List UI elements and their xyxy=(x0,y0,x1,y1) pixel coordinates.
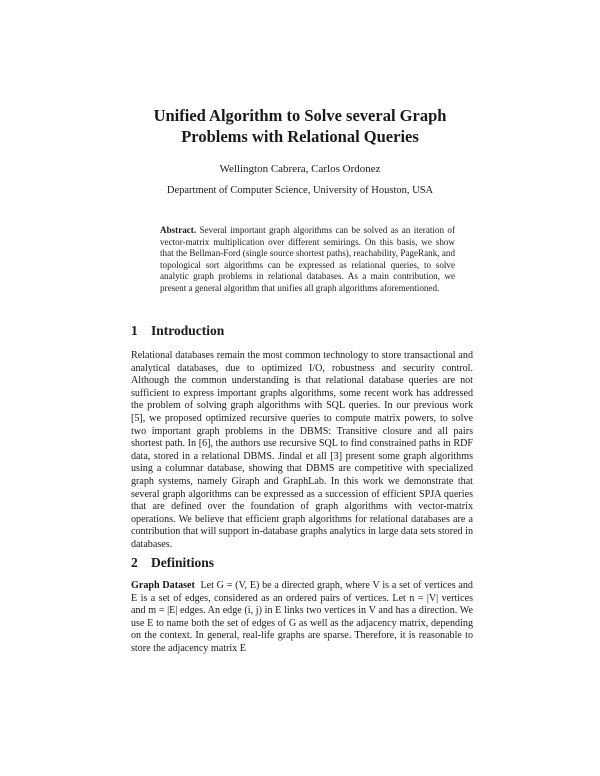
paper-title-line-2: Problems with Relational Queries xyxy=(181,127,419,146)
abstract-text: Several important graph algorithms can be solved as an iteration of vector-matrix multiplication over different semirings. On this basis, we show that the Bellman-Ford (single source shortest paths), reachability, PageRank, and topological sort algorithms can be expressed as relational queries, to solve analytic graph problems in relational databases. As a main contribution, we present a general algorithm that unifies all graph algorithms aforementioned. xyxy=(160,225,455,293)
section-heading-definitions xyxy=(131,555,214,571)
abstract-label: Abstract. xyxy=(160,225,197,235)
paper-authors: Wellington Cabrera, Carlos Ordonez xyxy=(219,163,381,175)
definitions-paragraph xyxy=(131,580,473,656)
introduction-paragraph: Relational databases remain the most common technology to store transactional and analytical databases, due to optimized I/O, robustness and security control. Although the common understanding is that relational database queries are not sufficient to express important graphs algorithms, some recent work has addressed the problem of solving graph algorithms with SQL queries. In our previous work [5], we proposed optimized recursive queries to compute matrix powers, to solve two important graph problems in the DBMS: Transitive closure and all pairs shortest path. In [6], the authors use recursive SQL to find constrained paths in RDF data, stored in a relational DBMS. Jindal et all [3] present some graph algorithms using a columnar database, showing that DBMS are competitive with specialized graph systems, namely Giraph and GraphLab. In this work we demonstrate that several graph algorithms can be expressed as a succession of efficient SPJA queries that are defined over the foundation of graph algorithms with vector-matrix operations. We believe that efficient graph algorithms for relational databases are a contribution that will support in-database graphs analytics in large data sets stored in databases. xyxy=(131,350,473,550)
introduction-body xyxy=(131,350,473,552)
abstract xyxy=(160,225,455,294)
section-title: Introduction xyxy=(151,323,225,338)
section-heading-introduction xyxy=(131,323,224,339)
section-number: 2 xyxy=(131,555,138,570)
section-title: Definitions xyxy=(151,555,215,570)
paper-title-line-1: Unified Algorithm to Solve several Graph xyxy=(153,106,447,125)
graph-dataset-text: Let G = (V, E) be a directed graph, where V is a set of vertices and E is a set of edges, considered as an ordered pairs of vertices. Let n = |V| vertices and m = |E| edges. An edge (i, j) in E links two vertices in V and has a direction. We use E to name both the set of edges of G as well as the adjacency matrix, depending on the context. In general, real-life graphs are sparse. Therefore, it is reasonable to store the adjacency matrix E xyxy=(131,580,473,654)
section-number: 1 xyxy=(131,323,138,338)
definitions-body xyxy=(131,580,473,656)
graph-dataset-runin: Graph Dataset xyxy=(131,580,195,591)
paper-affiliation: Department of Computer Science, University of Houston, USA xyxy=(166,185,434,196)
